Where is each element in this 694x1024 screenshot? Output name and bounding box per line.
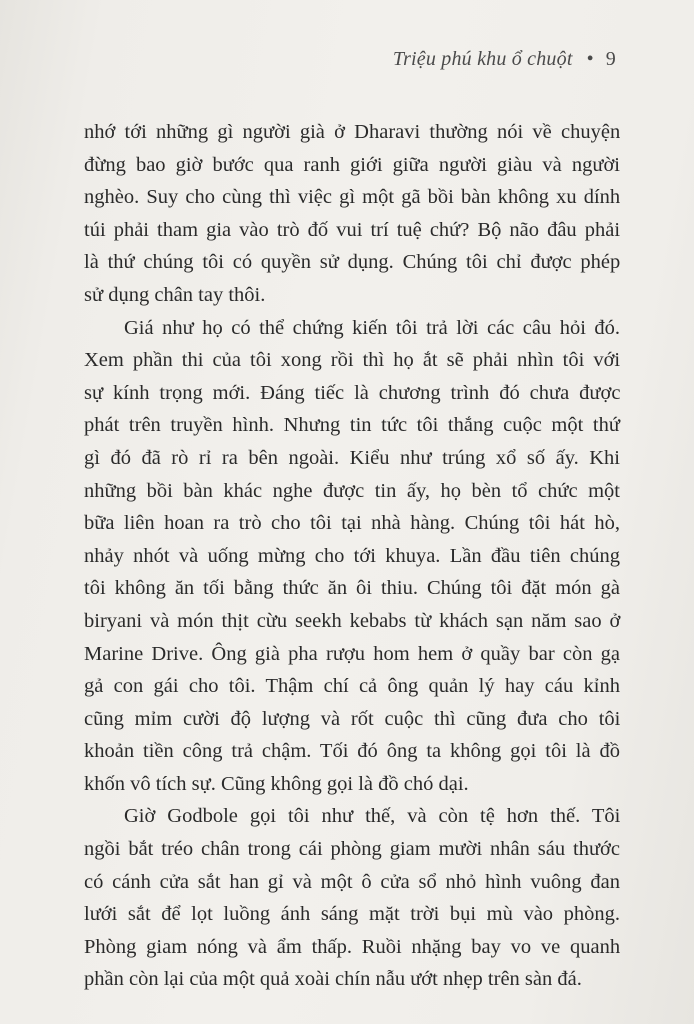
text-line: nghèo. Suy cho cùng thì việc gì một gã bồi bàn không xu dính [84,186,621,209]
text-line: tôi không ăn tối bằng thức ăn ôi thiu. Chúng tôi đặt món gà [84,577,620,600]
text-line: là thứ chúng tôi có quyền sử dụng. Chúng tôi chỉ được phép [84,251,621,274]
paragraph [84,116,620,312]
text-line: ngồi bắt tréo chân trong cái phòng giam mười nhân sáu thước [84,838,620,861]
text-line: Phòng giam nóng và ẩm thấp. Ruồi nhặng bay vo ve quanh [84,935,621,958]
header-separator: • [586,48,594,70]
text-line: túi phải tham gia vào trò đố vui trí tuệ chứ? Bộ não đâu phải [84,218,621,241]
text-line: lưới sắt để lọt luồng ánh sáng mặt trời bụi mù vào phòng. [84,903,620,926]
text-line: nhảy nhót và uống mừng cho tới khuya. Lần đầu tiên chúng [84,544,620,567]
text-line: khoản tiền công trả chậm. Tối đó ông ta không gọi tôi là đồ [84,740,620,763]
text-line: cũng mỉm cười độ lượng và rốt cuộc thì cũng đưa cho tôi [84,707,621,730]
paragraph [84,800,620,996]
text-line: nhớ tới những gì người già ở Dharavi thường nói về chuyện [84,121,621,143]
body-text [84,116,620,996]
text-line: Marine Drive. Ông già pha rượu hom hem ở quầy bar còn gạ [84,642,621,665]
page-number: 9 [605,48,616,70]
running-title: Triệu phú khu ổ chuột [392,48,573,70]
text-line: Giờ Godbole gọi tôi như thế, và còn tệ hơn thế. Tôi [124,805,621,828]
text-line: những bồi bàn khác nghe được tin ấy, họ bèn tổ chức một [84,479,620,502]
paragraph [84,312,620,801]
text-line: phát trên truyền hình. Nhưng tin tức tôi thắng cuộc một thứ [84,414,620,437]
text-line: phần còn lại của một quả xoài chín nẫu ướt nhẹp trên sàn đá. [84,968,582,991]
text-line: Xem phần thi của tôi xong rồi thì họ ắt sẽ phải nhìn tôi với [84,349,621,372]
running-header [393,48,616,71]
text-line: sự kính trọng mới. Đáng tiếc là chương trình đó chưa được [84,381,621,404]
text-line: sử dụng chân tay thôi. [84,283,266,306]
text-line: bữa liên hoan ra trò cho tôi tại nhà hàng. Chúng tôi hát hò, [84,512,620,535]
text-line: đừng bao giờ bước qua ranh giới giữa người giàu và người [84,153,620,176]
text-line: gả con gái cho tôi. Thậm chí cả ông quản lý hay cáu kỉnh [84,675,620,698]
text-line: có cánh cửa sắt han gỉ và một ô cửa sổ nhỏ hình vuông đan [84,870,620,893]
text-line: Giá như họ có thể chứng kiến tôi trả lời các câu hỏi đó. [124,316,621,339]
text-line: biryani và món thịt cừu seekh kebabs từ khách sạn năm sao ở [84,609,621,632]
text-line: khốn vô tích sự. Cũng không gọi là đồ chó dại. [84,772,469,795]
text-line: gì đó đã rò rỉ ra bên ngoài. Kiểu như trúng xổ số ấy. Khi [84,446,620,469]
